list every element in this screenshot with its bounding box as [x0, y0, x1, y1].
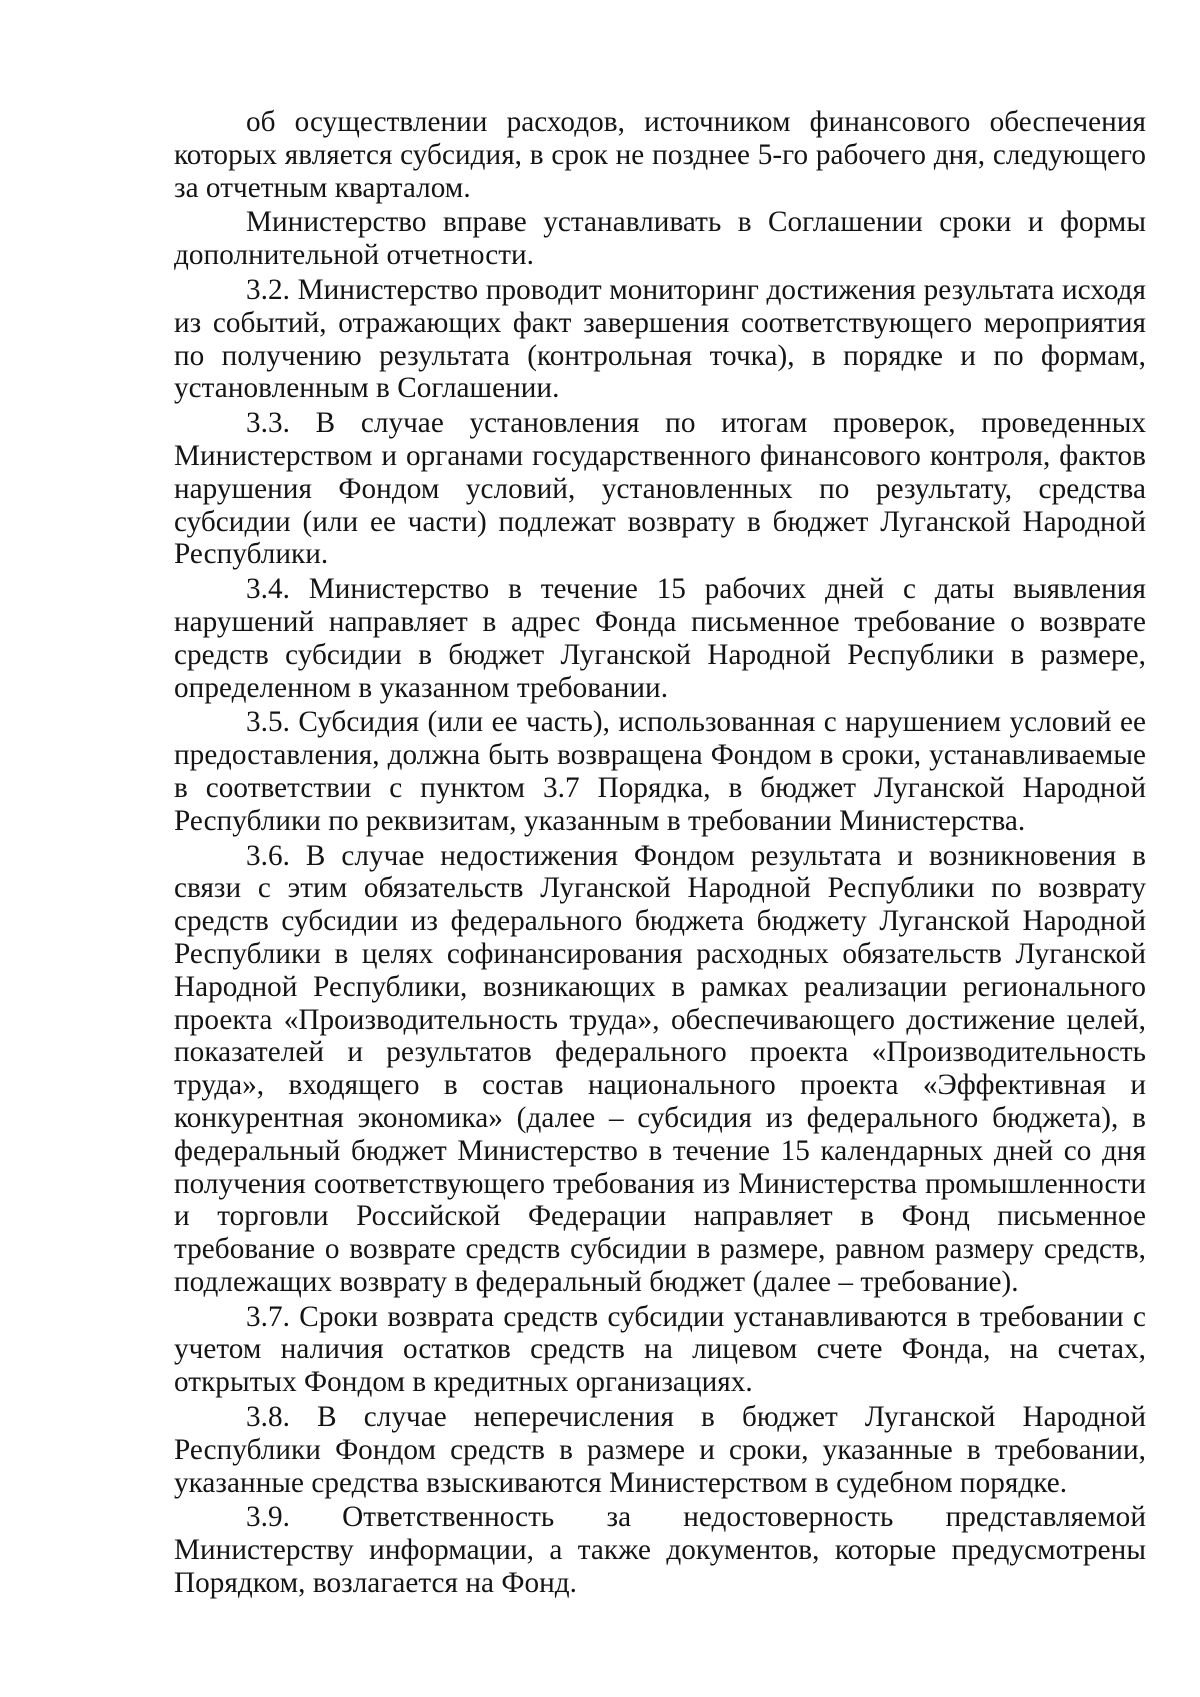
paragraph-3-3: 3.3. В случае установления по итогам проверок, проведенных Министерством и органами государственного финансового контроля, фактов нарушения Фондом условий, установленных по результату, средства субсидии (или ее части) подлежат возврату в бюджет Луганской Народной Республики. [174, 407, 1146, 571]
document-page [174, 106, 1146, 1600]
paragraph-3-8: 3.8. В случае неперечисления в бюджет Луганской Народной Республики Фондом средств в размере и сроки, указанные в требовании, указанные средства взыскиваются Министерством в судебном порядке. [174, 1401, 1146, 1499]
paragraph-3-9: 3.9. Ответственность за недостоверность представляемой Министерству информации, а также документов, которые предусмотрены Порядком, возлагается на Фонд. [174, 1501, 1146, 1600]
paragraph-3-6: 3.6. В случае недостижения Фондом результата и возникновения в связи с этим обязательств Луганской Народной Республики по возврату средств субсидии из федерального бюджета бюджету Луганской Народной Республики в целях софинансирования расходных обязательств Луганской Народной Республики, возникающих в рамках реализации регионального проекта «Производительность труда», обеспечивающего достижение целей, показателей и результатов федерального проекта «Производительность труда», входящего в состав национального проекта «Эффективная и конкурентная экономика» (далее – субсидия из федерального бюджета), в федеральный бюджет Министерство в течение 15 календарных дней со дня получения соответствующего требования из Министерства промышленности и торговли Российской Федерации направляет в Фонд письменное требование о возврате средств субсидии в размере, равном размеру средств, подлежащих возврату в федеральный бюджет (далее – требование). [174, 839, 1146, 1298]
paragraph-additional-reporting: Министерство вправе устанавливать в Соглашении сроки и формы дополнительной отчетности. [174, 206, 1146, 272]
paragraph-3-2: 3.2. Министерство проводит мониторинг достижения результата исходя из событий, отражающих факт завершения соответствующего мероприятия по получению результата (контрольная точка), в порядке и по формам, установленным в Соглашении. [174, 273, 1146, 405]
paragraph-3-4: 3.4. Министерство в течение 15 рабочих дней с даты выявления нарушений направляет в адрес Фонда письменное требование о возврате средств субсидии в бюджет Луганской Народной Республики в размере, определенном в указанном требовании. [174, 573, 1146, 704]
paragraph-reporting-deadline: об осуществлении расходов, источником финансового обеспечения которых является субсидия, в срок не позднее 5-го рабочего дня, следующего за отчетным кварталом. [174, 106, 1146, 204]
paragraph-3-7: 3.7. Сроки возврата средств субсидии устанавливаются в требовании с учетом наличия остатков средств на лицевом счете Фонда, на счетах, открытых Фондом в кредитных организациях. [174, 1300, 1146, 1399]
paragraph-3-5: 3.5. Субсидия (или ее часть), использованная с нарушением условий ее предоставления, должна быть возвращена Фондом в сроки, устанавливаемые в соответствии с пунктом 3.7 Порядка, в бюджет Луганской Народной Республики по реквизитам, указанным в требовании Министерства. [174, 706, 1146, 837]
